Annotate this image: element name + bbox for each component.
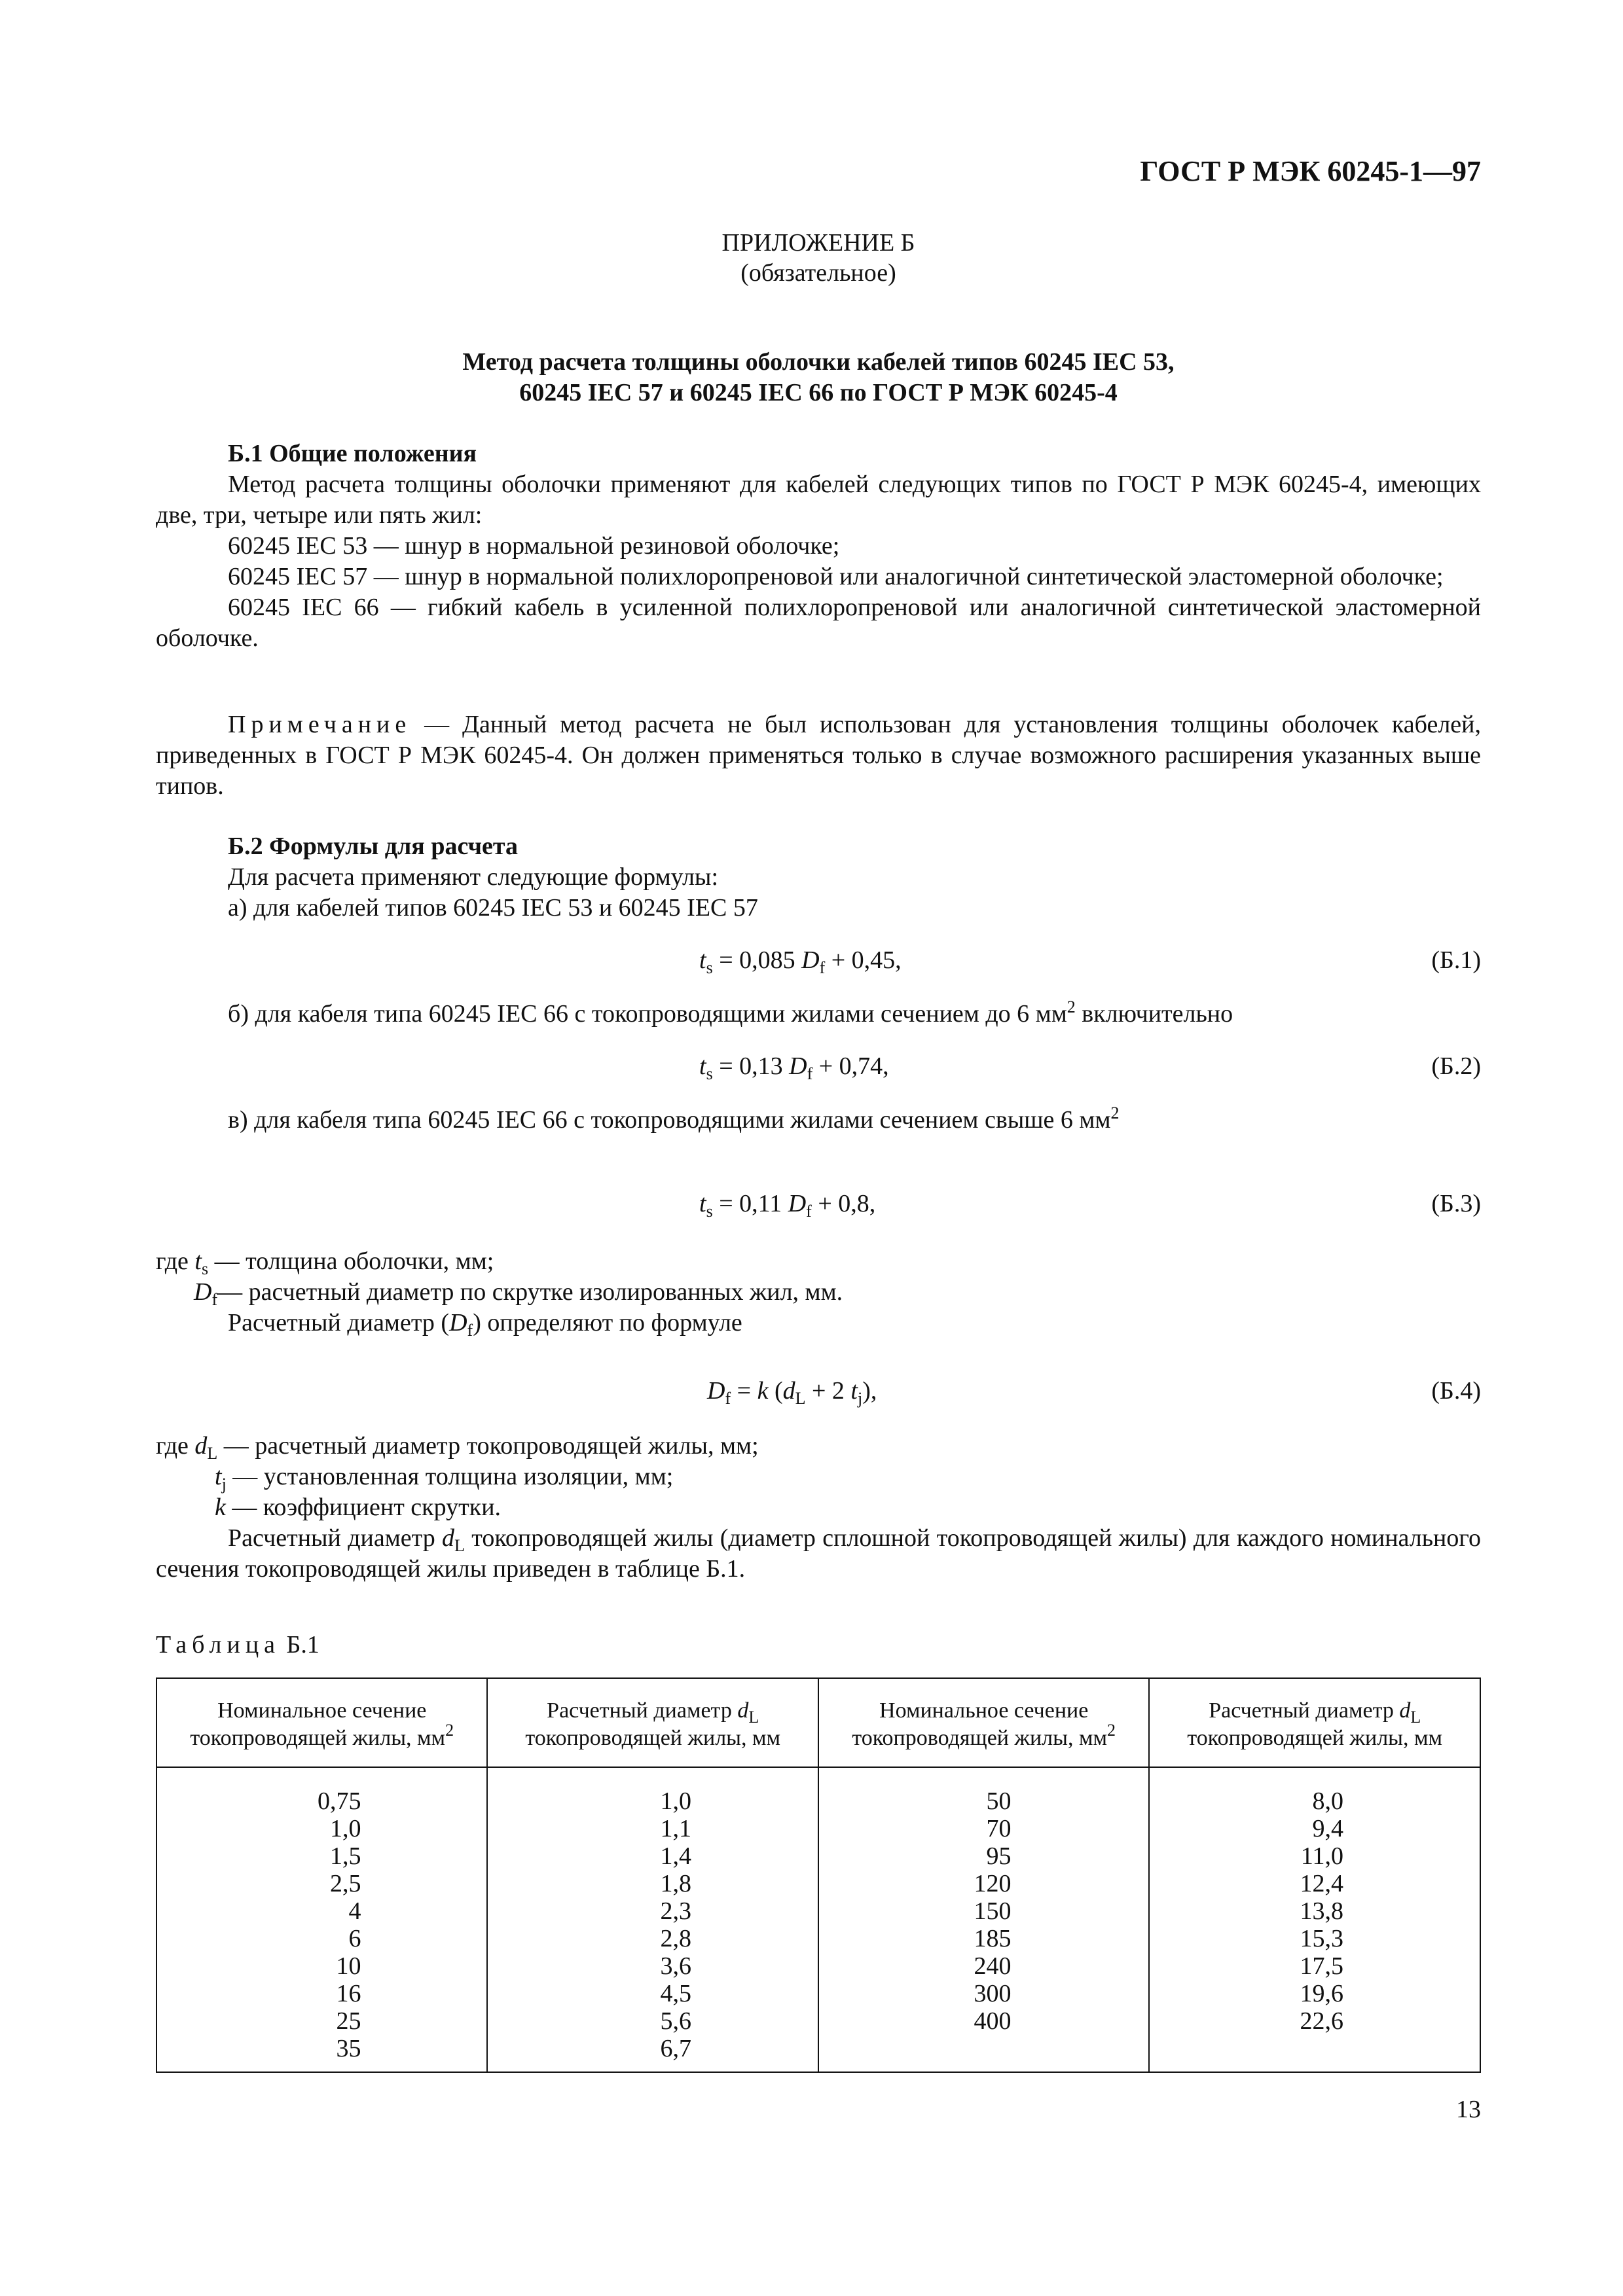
header-nominal-section-right: Номинальное сечение токопроводящей жилы, $мм^2$	[818, 1678, 1150, 1767]
appendix-status: (обязательное)	[740, 259, 896, 287]
table-header-row	[156, 1678, 1480, 1767]
formula-b3-number: (Б.3)	[1431, 1190, 1481, 1217]
table-body-row	[156, 1767, 1480, 2072]
section-1	[156, 439, 1481, 654]
case-a-text: а) для кабелей типов 60245 IEC 53 и 60245 IEC 57	[228, 894, 758, 922]
column-right-diameters: 8,0 9,4 11,0 12,4 13,8 15,3 17,5 19,6 22,6	[1149, 1767, 1480, 2072]
appendix-title: ПРИЛОЖЕНИЕ Б	[721, 229, 915, 257]
table-caption-number: Б.1	[280, 1631, 319, 1659]
section-1-intro: Метод расчета толщины оболочки применяют для кабелей следующих типов по ГОСТ Р МЭК 60245-4, имеющих две, три, четыре или пять жил:	[156, 471, 1481, 529]
formula-b4-expression: $D_f = k$ ($d_L + 2$ $t_j$),	[707, 1377, 877, 1408]
column-left-diameters: 1,0 1,1 1,4 1,8 2,3 2,8 3,6 4,5 5,6 6,7	[487, 1767, 818, 2072]
cable-type-66: 60245 IEC 66 — гибкий кабель в усиленной полихлоропреновой или аналогичной синтетической эластомерной оболочке.	[156, 594, 1481, 652]
definitions-2	[156, 1431, 1481, 1585]
case-b-text: б) для кабеля типа 60245 IEC 66 с токопроводящими жилами сечением до 6 $мм^2$ включительно	[228, 997, 1233, 1028]
definition-tj: $t_j$ — установленная толщина изоляции, мм;	[215, 1463, 674, 1494]
note	[156, 709, 1481, 802]
table-caption-label: Таблица	[156, 1631, 281, 1659]
page-number: 13	[1456, 2096, 1481, 2123]
definition-dl: где $d_L$ — расчетный диаметр токопроводящей жилы, мм;	[156, 1432, 759, 1463]
section-2-heading: Б.2 Формулы для расчета	[228, 833, 519, 860]
main-title	[156, 347, 1481, 408]
section-2-intro: Для расчета применяют следующие формулы:	[228, 863, 718, 891]
table-b1	[156, 1677, 1481, 2073]
header-diameter-left: Расчетный диаметр $d_L$ токопроводящей жилы, мм	[487, 1678, 818, 1767]
column-left-sections: 0,75 1,0 1,5 2,5 4 6 10 16 25 35	[156, 1767, 487, 2072]
definition-df: $D_f—$ расчетный диаметр по скрутке изолированных жил, мм.	[194, 1278, 843, 1309]
formula-b1	[156, 945, 1481, 978]
calc-diameter-intro: Расчетный диаметр $(D_f)$ определяют по формуле	[228, 1309, 742, 1340]
formula-b1-number: (Б.1)	[1431, 946, 1481, 974]
section-1-heading: Б.1 Общие положения	[228, 440, 477, 467]
formula-b2-expression: $t_s = 0,13$ $D_f + 0,74$,	[699, 1052, 889, 1083]
main-title-line-2: 60245 IEC 57 и 60245 IEC 66 по ГОСТ Р МЭК 60245-4	[519, 379, 1118, 406]
table-reference: Расчетный диаметр $d_L$ токопроводящей жилы (диаметр сплошной токопроводящей жилы) для каждого номинального сечения токопроводящей жилы приведен в таблице Б.1.	[156, 1524, 1481, 1583]
main-title-line-1: Метод расчета толщины оболочки кабелей типов 60245 IEC 53,	[462, 348, 1175, 376]
definition-k: k — коэффициент скрутки.	[215, 1494, 501, 1521]
column-right-sections: 50 70 95 120 150 185 240 300 400	[818, 1767, 1150, 2072]
note-text: — Данный метод расчета не был использован для установления толщины оболочек кабелей, приведенных в ГОСТ Р МЭК 60245-4. Он должен применяться только в случае возможного расширения указанных выше типов.	[156, 711, 1481, 800]
note-label: Примечание	[228, 711, 412, 738]
definition-ts: где $t_s$ — толщина оболочки, мм;	[156, 1247, 494, 1278]
formula-b4-number: (Б.4)	[1431, 1377, 1481, 1405]
definitions-1	[156, 1246, 1481, 1338]
header-nominal-section-left: Номинальное сечение токопроводящей жилы, $мм^2$	[156, 1678, 487, 1767]
formula-b1-expression: $t_s = 0,085$ $D_f + 0,45$,	[699, 946, 902, 977]
standard-code: ГОСТ Р МЭК 60245-1—97	[1140, 155, 1481, 187]
section-2-header	[156, 831, 1481, 924]
cable-type-57: 60245 IEC 57 — шнур в нормальной полихлоропреновой или аналогичной синтетической эластомерной оболочке;	[228, 563, 1444, 590]
formula-b4	[156, 1376, 1481, 1408]
formula-b2	[156, 1051, 1481, 1084]
formula-b3-expression: $t_s = 0,11$ $D_f + 0,8$,	[699, 1190, 876, 1221]
formula-b3	[156, 1189, 1481, 1221]
cable-type-53: 60245 IEC 53 — шнур в нормальной резиновой оболочке;	[228, 532, 840, 560]
case-c-text: в) для кабеля типа 60245 IEC 66 с токопроводящими жилами сечением свыше 6 $мм^2$	[228, 1103, 1120, 1134]
formula-b2-number: (Б.2)	[1431, 1052, 1481, 1080]
header-diameter-right: Расчетный диаметр $d_L$ токопроводящей жилы, мм	[1149, 1678, 1480, 1767]
table-caption	[156, 1630, 1481, 1660]
